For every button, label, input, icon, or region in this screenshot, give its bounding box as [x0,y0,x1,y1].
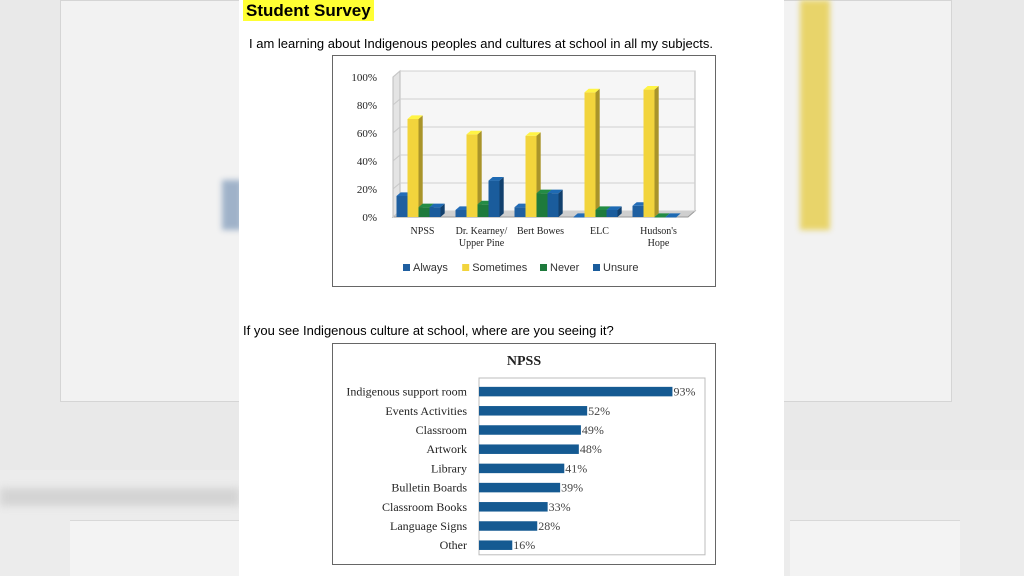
data-label: 28% [538,519,561,533]
bar-front [633,206,644,217]
bar-unsure-0 [430,204,445,217]
y-tick-label: 20% [356,184,377,196]
bar-front [489,181,500,217]
data-label: 48% [579,442,602,457]
bar-front [537,193,548,217]
bar-chart [333,344,715,564]
background-card-right [770,0,952,402]
x-tick-label: Hudson's [640,226,677,237]
question-1: I am learning about Indigenous peoples and cultures at school in all my subjects. [249,36,713,51]
y-tick-label: 80% [356,100,377,112]
category-label: Library [431,461,467,476]
bar-sometimes-0 [408,115,423,217]
bar [479,406,587,416]
data-label: 52% [588,403,611,418]
x-tick-label: NPSS [410,226,435,237]
legend-swatch-never [540,264,547,271]
bar [479,521,537,531]
bar-side [559,190,563,217]
category-label: Indigenous support room [346,384,467,399]
bar-front [430,207,441,217]
category-label: Other [439,538,467,553]
category-label: Language Signs [390,519,467,533]
bar-front [515,207,526,217]
bar [479,387,672,397]
bar-front [655,217,666,218]
column-chart-frame [332,55,716,287]
bar-unsure-2 [548,190,563,217]
data-label: 93% [673,384,696,399]
background-blur-text [0,488,240,506]
bar-side [500,177,504,217]
background-blur-bar-right [800,0,830,230]
bar-front [666,217,677,218]
bar-side [419,115,423,217]
bar [479,483,560,493]
category-label: Classroom Books [381,499,467,514]
category-label: Artwork [426,442,467,457]
bar-side [596,89,600,217]
bar [479,464,564,474]
column-chart [333,56,715,286]
bar-front [397,196,408,217]
category-label: Bulletin Boards [391,480,467,495]
data-label: 41% [565,461,588,476]
legend-label-sometimes: Sometimes [472,262,528,274]
bar-sometimes-4 [644,86,659,217]
bar-front [607,210,618,217]
legend [403,262,638,274]
bar [479,540,512,550]
bar-front [478,204,489,217]
x-tick-label: Bert Bowes [517,226,564,237]
bar-side [655,86,659,217]
background-bottom-card-right [790,520,960,576]
bar-front [574,217,585,218]
bar-unsure-1 [489,177,504,217]
bar [479,425,581,435]
x-tick-label: Dr. Kearney/ [455,226,508,237]
bar-front [467,134,478,217]
y-tick-label: 100% [351,72,377,84]
x-tick-label: Upper Pine [458,238,505,249]
background-bottom-card-left [70,520,240,576]
bar-front [585,92,596,217]
bar-front [644,90,655,217]
chart-title: NPSS [506,354,542,369]
legend-label-unsure: Unsure [603,262,639,274]
x-tick-label: ELC [590,226,609,237]
legend-swatch-sometimes [462,264,469,271]
legend-label-never: Never [550,262,580,274]
bar-front [419,207,430,217]
bar-front [596,210,607,217]
y-tick-label: 60% [356,128,377,140]
data-label: 33% [548,499,571,514]
category-label: Events Activities [385,403,467,418]
bar [479,444,579,454]
legend-swatch-always [403,264,410,271]
y-tick-label: 0% [362,212,377,224]
data-label: 16% [513,538,536,553]
question-2: If you see Indigenous culture at school, where are you seeing it? [243,323,614,338]
bar-front [408,119,419,217]
bar-front [548,193,559,217]
document-page [239,0,784,576]
bar-sometimes-3 [585,89,600,217]
bar [479,502,548,512]
bar-chart-frame [332,343,716,565]
bar-front [526,136,537,217]
data-label: 49% [581,423,604,437]
bar-front [456,210,467,217]
legend-label-always: Always [413,262,448,274]
x-tick-label: Hope [647,238,670,249]
category-label: Classroom [415,423,467,437]
data-label: 39% [561,480,584,495]
page-title: Student Survey [243,0,374,21]
y-tick-label: 40% [356,156,377,168]
legend-swatch-unsure [593,264,600,271]
